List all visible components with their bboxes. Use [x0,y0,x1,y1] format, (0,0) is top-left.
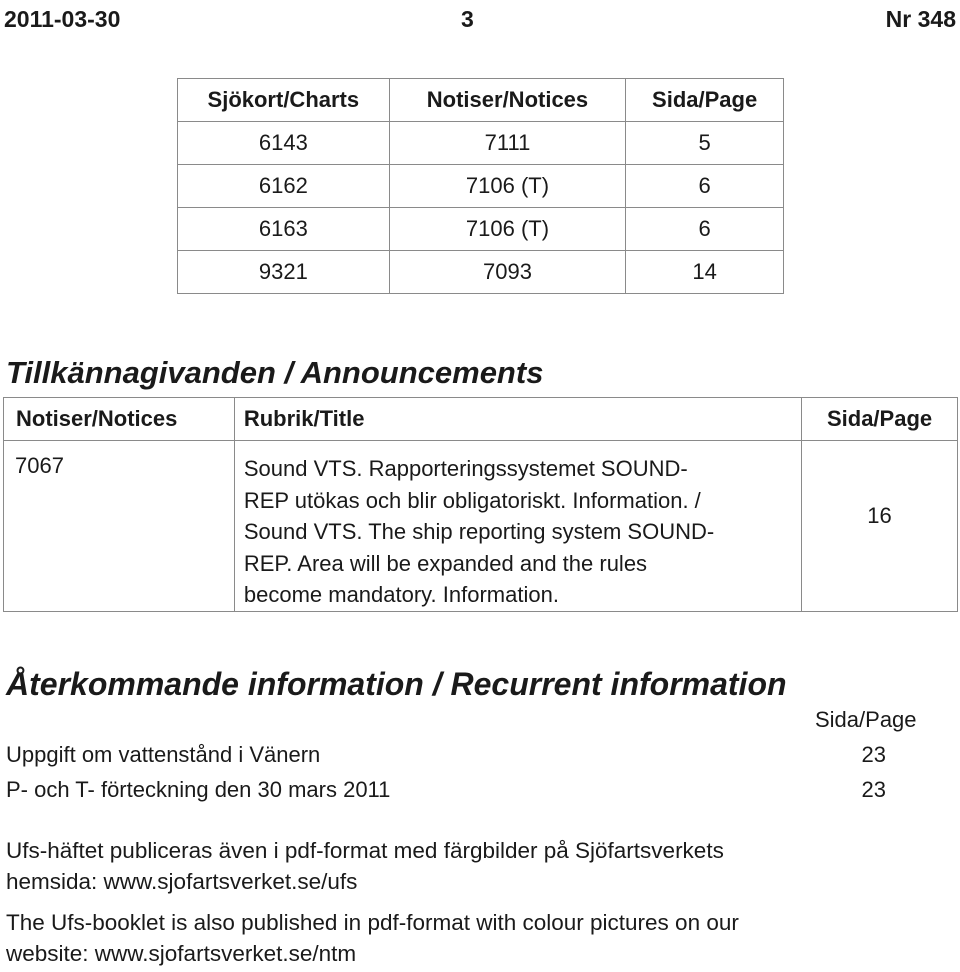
title-line: REP utökas och blir obligatoriskt. Information. / [243,487,701,513]
swedish-notice-line: Ufs-häftet publiceras även i pdf-format med färgbilder på Sjöfartsverkets [6,838,724,863]
chart-number: 9321 [178,251,390,294]
recurrent-item-page: 23 [861,742,886,767]
column-header-page: Sida/Page [626,79,784,122]
header-date: 2011-03-30 [4,6,121,32]
page-number: 6 [626,208,784,251]
column-header-notices: Notiser/Notices [389,79,626,122]
swedish-pdf-notice [6,835,951,897]
page-number: 5 [626,122,784,165]
chart-number: 6162 [178,165,390,208]
english-notice-link-line: website: www.sjofartsverket.se/ntm [6,941,357,966]
column-header-page: Sida/Page [802,398,958,441]
title-line: become mandatory. Information. [243,582,559,607]
notice-number: 7106 (T) [389,208,626,251]
table-header-row [4,398,958,441]
english-notice-line: The Ufs-booklet is also published in pdf-format with colour pictures on our [6,910,739,935]
recurrent-item-label: Uppgift om vattenstånd i Vänern [6,742,321,767]
table-row [4,441,958,612]
english-pdf-notice [6,907,951,969]
notice-number: 7111 [389,122,626,165]
title-line: REP. Area will be expanded and the rules [243,550,648,576]
announcements-table [3,397,958,612]
page-number: 16 [802,441,958,612]
header-issue-number: Nr 348 [885,6,956,32]
table-header-row [178,79,784,122]
table-row [178,251,784,294]
charts-table [177,78,784,294]
table-row [178,122,784,165]
announcement-title [234,441,801,612]
recurrent-item-label: P- och T- förteckning den 30 mars 2011 [6,777,391,802]
column-header-title: Rubrik/Title [234,398,801,441]
header-page-number: 3 [461,6,474,32]
recurrent-page-header: Sida/Page [815,707,917,732]
page-number: 14 [626,251,784,294]
notice-number: 7106 (T) [389,165,626,208]
column-header-notices: Notiser/Notices [4,398,235,441]
list-item [6,777,886,803]
announcements-heading: Tillkännagivanden / Announcements [6,355,544,390]
chart-number: 6163 [178,208,390,251]
swedish-notice-link-line: hemsida: www.sjofartsverket.se/ufs [6,869,358,894]
title-line: Sound VTS. The ship reporting system SOUND- [243,519,715,544]
column-header-charts: Sjökort/Charts [178,79,390,122]
page-number: 6 [626,165,784,208]
title-line: Sound VTS. Rapporteringssystemet SOUND- [243,456,688,481]
table-row [178,165,784,208]
recurrent-heading: Återkommande information / Recurrent information [6,666,787,702]
notice-number: 7067 [4,441,235,612]
recurrent-item-page: 23 [861,777,886,802]
chart-number: 6143 [178,122,390,165]
table-row [178,208,784,251]
notice-number: 7093 [389,251,626,294]
list-item [6,742,886,768]
